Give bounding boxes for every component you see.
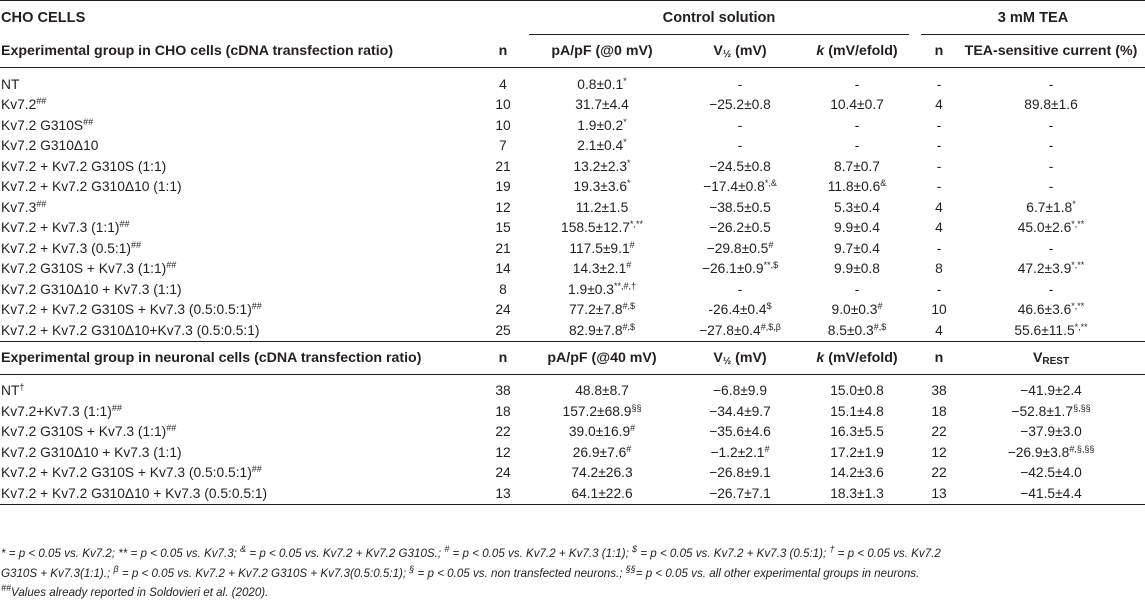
- n-cell: 24: [495, 302, 511, 318]
- footnote-symbol: §: [409, 563, 415, 574]
- group-cell: Kv7.2 G310S + Kv7.3 (1:1)##: [1, 260, 177, 277]
- group-header-row: [0, 1, 1145, 35]
- footnote-text: = p < 0.05 vs. non transfected neurons.;: [414, 566, 626, 580]
- table-row: [0, 156, 1145, 177]
- n-cell: 19: [495, 179, 511, 195]
- v-half-cell: −34.4±9.7: [709, 403, 771, 419]
- group-cell: Kv7.2 G310S##: [1, 116, 94, 133]
- n-cell: 21: [495, 240, 511, 256]
- group-cell: Kv7.2 + Kv7.3 (0.5:1)##: [1, 239, 142, 256]
- current-density-header: pA/pF (@0 mV): [529, 35, 675, 68]
- tea-current-cell: 55.6±11.5*,**: [1014, 321, 1088, 338]
- table-row: [0, 300, 1145, 321]
- k-cell: 9.9±0.4: [834, 220, 880, 236]
- n-cell: 15: [495, 220, 511, 236]
- current-cell: 31.7±4.4: [575, 97, 629, 113]
- group-cell: Kv7.2 + Kv7.2 G310S + Kv7.3 (0.5:0.5:1)##: [1, 301, 262, 318]
- k-cell: 9.0±0.3#: [831, 301, 883, 318]
- table-row: [0, 279, 1145, 300]
- footnote-symbol: §§: [625, 563, 636, 574]
- k-cell: 14.2±3.6: [830, 465, 884, 481]
- tea-n-cell: -: [936, 138, 942, 154]
- current-cell: 158.5±12.7*,**: [561, 219, 643, 236]
- table-row: [0, 483, 1145, 504]
- neuron-v-half-header: $V_{\frac{1}{2}}$ (mV): [675, 341, 805, 374]
- table-row: [0, 74, 1145, 95]
- current-cell: 117.5±9.1#: [569, 239, 635, 256]
- footnote-text: = p < 0.05 vs. Kv7.2: [834, 547, 941, 560]
- v-half-cell: −35.6±4.6: [709, 424, 771, 440]
- section-title: CHO CELLS: [0, 1, 477, 35]
- tea-current-cell: 89.8±1.6: [1024, 97, 1078, 113]
- tea-n-cell: -: [936, 117, 942, 133]
- table-row: [0, 115, 1145, 136]
- group-cell: Kv7.2 G310S + Kv7.3 (1:1)##: [1, 423, 177, 440]
- neuron-k-header: k (mV/efold): [805, 341, 909, 374]
- n-cell: 13: [477, 483, 529, 504]
- vrest-cell: −26.9±3.8#,§,§§: [1007, 443, 1095, 460]
- n-header: n: [477, 35, 529, 68]
- n-cell: 12: [495, 444, 511, 460]
- vrest-cell: −41.5±4.4: [957, 483, 1145, 504]
- tea-current-cell: -: [1048, 179, 1054, 195]
- n-cell: 12: [495, 199, 511, 215]
- footnote-symbol: ##: [1, 583, 12, 593]
- footnote-text: = p < 0.05 vs. all other experimental groups in neurons.: [635, 566, 920, 580]
- vrest-cell: −37.9±3.0: [1020, 424, 1082, 440]
- n-cell: 25: [495, 322, 511, 338]
- v-half-cell: −1.2±2.1#: [710, 443, 770, 460]
- footnote-text: = p < 0.05 vs. Kv7.2 + Kv7.3 (1:1);: [449, 547, 633, 560]
- n-cell: 38: [495, 383, 511, 399]
- v-half-header: $V_{\frac{1}{2}}$ (mV): [675, 35, 805, 68]
- v-half-cell: −26.1±0.9**,$: [701, 260, 779, 277]
- tea-n-cell: -: [936, 281, 942, 297]
- v-half-cell: $-27.8\pm 0.4^{\#,\$,\beta}$: [699, 321, 781, 338]
- neuron-column-header-row: [0, 341, 1145, 374]
- group-cell: NT†: [1, 382, 25, 399]
- k-cell: 8.5±0.3#,$: [827, 321, 887, 338]
- footnote-text: = p < 0.05 vs. Kv7.2 + Kv7.3 (0.5:1);: [637, 547, 830, 560]
- k-cell: 8.7±0.7: [834, 158, 880, 174]
- v-half-cell: -26.4±0.4$: [708, 301, 772, 318]
- table-row: [0, 401, 1145, 422]
- n-cell: 10: [495, 117, 511, 133]
- k-cell: 18.3±1.3: [805, 483, 909, 504]
- group-cell: Kv7.2 G310Δ10: [1, 138, 99, 154]
- v-half-cell: −29.8±0.5#: [706, 239, 774, 256]
- neuron-n-header: n: [477, 341, 529, 374]
- current-cell: 2.1±0.4*: [577, 137, 627, 154]
- current-cell: 64.1±22.6: [529, 483, 675, 504]
- table-row: [0, 238, 1145, 259]
- n-cell: 7: [499, 138, 507, 154]
- tea-current-cell: -: [1048, 281, 1054, 297]
- v-half-cell: -: [737, 138, 743, 154]
- tea-n-cell: 4: [935, 199, 943, 215]
- current-cell: 14.3±2.1#: [572, 260, 632, 277]
- table-row: [0, 197, 1145, 218]
- tea-n-cell: -: [936, 76, 942, 92]
- n-cell: 18: [495, 403, 511, 419]
- footnote-text: = p < 0.05 vs. Kv7.2 + Kv7.2 G310S + Kv7.3(0.5:0.5:1);: [118, 566, 410, 580]
- tea-current-cell: 46.6±3.6*,**: [1017, 301, 1085, 318]
- k-cell: -: [854, 138, 860, 154]
- current-cell: 1.9±0.3**,#,†: [568, 280, 636, 297]
- table-row: [0, 95, 1145, 116]
- current-cell: 11.2±1.5: [575, 199, 629, 215]
- v-half-cell: −26.2±0.5: [709, 220, 771, 236]
- neuron-group-header: Experimental group in neuronal cells (cDNA transfection ratio): [0, 341, 477, 374]
- current-cell: 77.2±7.8#,$: [568, 301, 636, 318]
- n2-cell: 12: [931, 444, 947, 460]
- footnote-symbol: $: [632, 544, 638, 554]
- table-row: [0, 442, 1145, 463]
- table-row: [0, 177, 1145, 198]
- footnote-line-3: [1, 583, 1141, 603]
- table-row: [0, 381, 1145, 402]
- v-half-cell: -: [737, 117, 743, 133]
- cho-column-header-row: [0, 35, 1145, 68]
- group-cell: Kv7.2 + Kv7.2 G310S (1:1): [1, 158, 167, 174]
- n-cell: 4: [499, 76, 507, 92]
- footnote-text: * = p < 0.05 vs. Kv7.2; ** = p < 0.05 vs. Kv7.3;: [1, 547, 241, 560]
- tea-current-cell: 47.2±3.9*,**: [1017, 260, 1085, 277]
- tea-current-cell: -: [1048, 138, 1054, 154]
- group-cell: Kv7.2##: [1, 96, 47, 113]
- group-cell: Kv7.2 + Kv7.2 G310S + Kv7.3 (0.5:0.5:1)##: [1, 464, 262, 481]
- k-slope-header: k (mV/efold): [805, 35, 909, 68]
- current-cell: 0.8±0.1*: [577, 75, 627, 92]
- v-half-cell: -: [737, 281, 743, 297]
- vrest-cell: −52.8±1.7§,§§: [1011, 402, 1091, 419]
- n-cell: 8: [499, 281, 507, 297]
- footnote-text: = p < 0.05 vs. Kv7.2 + Kv7.2 G310S.;: [246, 547, 445, 560]
- cho-group-header: Experimental group in CHO cells (cDNA transfection ratio): [0, 35, 477, 68]
- current-cell: 1.9±0.2*: [577, 116, 627, 133]
- tea-header: 3 mM TEA: [921, 1, 1145, 35]
- tea-n-cell: -: [936, 158, 942, 174]
- k-cell: -: [854, 281, 860, 297]
- group-cell: Kv7.2 + Kv7.2 G310Δ10+Kv7.3 (0.5:0.5:1): [1, 322, 260, 338]
- current-cell: 39.0±16.9#: [568, 423, 636, 440]
- tea-current-cell: 6.7±1.8*: [1026, 198, 1076, 215]
- current-cell: 82.9±7.8#,$: [568, 321, 636, 338]
- v-half-cell: −17.4±0.8*,&: [703, 178, 777, 195]
- table-row: [0, 136, 1145, 157]
- v-half-cell: −26.7±7.1: [675, 483, 805, 504]
- tea-n-cell: 4: [935, 322, 943, 338]
- current-cell: 74.2±26.3: [571, 465, 633, 481]
- n-cell: 24: [495, 465, 511, 481]
- table-row: [0, 422, 1145, 443]
- vrest-cell: −42.5±4.0: [1020, 465, 1082, 481]
- footnotes: [1, 544, 1141, 603]
- k-cell: 15.0±0.8: [830, 383, 884, 399]
- k-cell: 17.2±1.9: [830, 444, 884, 460]
- tea-n-cell: 10: [931, 302, 947, 318]
- k-cell: 10.4±0.7: [830, 97, 884, 113]
- v-half-cell: −26.8±9.1: [709, 465, 771, 481]
- footnote-symbol: β: [113, 563, 119, 574]
- group-cell: Kv7.2 + Kv7.3 (1:1)##: [1, 219, 130, 236]
- group-cell: Kv7.2 G310Δ10 + Kv7.3 (1:1): [1, 444, 182, 460]
- current-cell: 13.2±2.3*: [573, 157, 631, 174]
- n2-cell: 18: [931, 403, 947, 419]
- v-half-cell: −24.5±0.8: [709, 158, 771, 174]
- control-solution-header: Control solution: [529, 1, 909, 35]
- table-row: [0, 320, 1145, 341]
- v-half-cell: −25.2±0.8: [709, 97, 771, 113]
- vrest-header: $V_{REST}$: [957, 341, 1145, 374]
- footnote-line-2: [1, 564, 1141, 584]
- n-cell: 14: [495, 261, 511, 277]
- n2-cell: 22: [931, 424, 947, 440]
- table-row: [0, 218, 1145, 239]
- k-cell: -: [854, 76, 860, 92]
- k-cell: 5.3±0.4: [834, 199, 880, 215]
- tea-n-cell: 8: [935, 261, 943, 277]
- neuron-n2-header: n: [921, 341, 957, 374]
- v-half-cell: −6.8±9.9: [713, 383, 767, 399]
- tea-n-header: n: [921, 35, 957, 68]
- tea-current-cell: -: [1048, 76, 1054, 92]
- table-row: [0, 463, 1145, 484]
- k-cell: 11.8±0.6&: [827, 178, 887, 195]
- group-cell: Kv7.3##: [1, 198, 47, 215]
- tea-n-cell: -: [936, 240, 942, 256]
- tea-current-cell: -: [1048, 158, 1054, 174]
- footnote-symbol: #: [444, 544, 450, 554]
- group-cell: Kv7.2+Kv7.3 (1:1)##: [1, 402, 122, 419]
- n2-cell: 13: [921, 483, 957, 504]
- v-half-cell: -: [737, 76, 743, 92]
- group-cell: Kv7.2 + Kv7.2 G310Δ10 + Kv7.3 (0.5:0.5:1): [0, 483, 477, 504]
- n2-cell: 38: [931, 383, 947, 399]
- k-cell: 16.3±5.5: [830, 424, 884, 440]
- current-cell: 26.9±7.6#: [572, 443, 632, 460]
- neuron-current-header: pA/pF (@40 mV): [529, 341, 675, 374]
- k-cell: 9.7±0.4: [834, 240, 880, 256]
- current-cell: 48.8±8.7: [575, 383, 629, 399]
- n-cell: 10: [495, 97, 511, 113]
- v-half-cell: −38.5±0.5: [709, 199, 771, 215]
- footnote-text: G310S + Kv7.3(1:1).;: [1, 566, 114, 580]
- tea-n-cell: -: [936, 179, 942, 195]
- table-row: [0, 259, 1145, 280]
- tea-n-cell: 4: [935, 97, 943, 113]
- tea-current-cell: 45.0±2.6*,**: [1017, 219, 1085, 236]
- group-cell: NT: [1, 76, 20, 92]
- footnote-line-1: [1, 544, 1141, 564]
- footnote-symbol: &: [240, 544, 247, 554]
- n2-cell: 22: [931, 465, 947, 481]
- current-cell: 157.2±68.9§§: [562, 402, 642, 419]
- tea-n-cell: 4: [935, 220, 943, 236]
- n-cell: 21: [495, 158, 511, 174]
- group-cell: Kv7.2 + Kv7.2 G310Δ10 (1:1): [1, 179, 182, 195]
- tea-current-cell: -: [1048, 117, 1054, 133]
- current-cell: 19.3±3.6*: [573, 178, 631, 195]
- k-cell: 15.1±4.8: [830, 403, 884, 419]
- tea-current-header: TEA-sensitive current (%): [957, 35, 1145, 68]
- footnote-text: Values already reported in Soldovieri et al. (2020).: [11, 586, 269, 599]
- vrest-cell: −41.9±2.4: [1020, 383, 1082, 399]
- tea-current-cell: -: [1048, 240, 1054, 256]
- k-cell: -: [854, 117, 860, 133]
- n-cell: 22: [495, 424, 511, 440]
- k-cell: 9.9±0.8: [834, 261, 880, 277]
- footnote-symbol: †: [829, 544, 835, 554]
- group-cell: Kv7.2 G310Δ10 + Kv7.3 (1:1): [1, 281, 182, 297]
